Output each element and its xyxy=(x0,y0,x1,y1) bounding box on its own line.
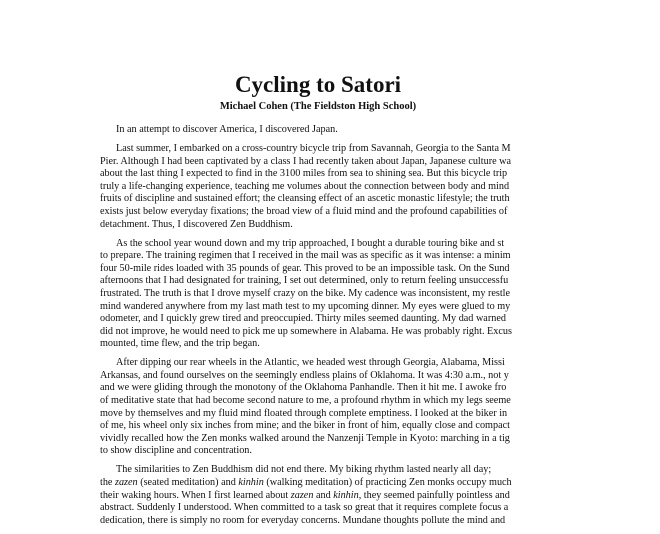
paragraph-line: to show discipline and concentration. xyxy=(100,445,252,457)
paragraph xyxy=(100,143,660,231)
italic-term: zazen xyxy=(290,489,314,501)
paragraph-line: dedication, there is simply no room for everyday concerns. Mundane thoughts pollute the mind and xyxy=(100,514,506,526)
paragraph-line: truly a life-changing experience, teaching me volumes about the connection between body and mind xyxy=(100,180,510,192)
paragraph-line: As the school year wound down and my trip approached, I bought a durable touring bike and st xyxy=(116,237,505,249)
paragraph-line: about the last thing I expected to find in the 3100 miles from sea to shining sea. But this bicycle trip xyxy=(100,168,508,180)
paragraph-line: move by themselves and my fluid mind floated through complete emptiness. I looked at the biker in xyxy=(100,407,508,419)
paragraph-line: frustrated. The truth is that I drove myself crazy on the bike. My cadence was inconsistent, my restle xyxy=(100,287,511,299)
paragraph xyxy=(100,464,660,527)
paragraph-line: In an attempt to discover America, I discovered Japan. xyxy=(116,124,338,135)
paragraph xyxy=(100,238,660,351)
paragraph-line: four 50-mile rides loaded with 35 pounds of gear. This proved to be an impossible task. On the Sund xyxy=(100,262,510,274)
author-line: Michael Cohen (The Fieldston High School) xyxy=(219,101,417,112)
paragraph-line: the zazen (seated meditation) and kinhin (walking meditation) of practicing Zen monks occupy much xyxy=(100,477,512,488)
paragraph-line: Last summer, I embarked on a cross-country bicycle trip from Savannah, Georgia to the Santa M xyxy=(116,142,511,154)
paragraph-line: Arkansas, and found ourselves on the seemingly endless plains of Oklahoma. It was 4:30 a.m., not y xyxy=(100,369,509,381)
paragraph-line: mounted, time flew, and the trip began. xyxy=(100,338,260,350)
paragraph-line: their waking hours. When I first learned about zazen and kinhin, they seemed painfully pointless and xyxy=(100,489,510,501)
paragraph-line: The similarities to Zen Buddhism did not end there. My biking rhythm lasted nearly all day; xyxy=(116,464,492,476)
paragraph xyxy=(100,357,660,458)
paragraph-line: fruits of discipline and sustained effort; the cleansing effect of an ascetic monastic lifestyle; the truth xyxy=(100,193,510,205)
paragraph-line: Pier. Although I had been captivated by a class I had recently taken about Japan, Japanese culture wa xyxy=(100,155,512,167)
paragraph-line: did not improve, he would need to pick me up somewhere in Alabama. He was probably right. Excus xyxy=(100,325,512,337)
italic-term: zazen xyxy=(115,477,138,488)
paragraph-line: detachment. Thus, I discovered Zen Buddhism. xyxy=(100,218,293,230)
paragraph xyxy=(100,124,660,137)
paragraph-line: to prepare. The training regimen that I received in the mail was as specific as it was intense: a minim xyxy=(100,250,511,262)
paragraph-line: After dipping our rear wheels in the Atlantic, we headed west through Georgia, Alabama, Missi xyxy=(116,357,505,369)
paragraph-line: and we were gliding through the monotony of the Oklahoma Panhandle. Then it hit me. I awoke fro xyxy=(100,382,507,394)
paragraph-line: of meditative state that had become second nature to me, a profound rhythm in which my legs seeme xyxy=(100,395,511,407)
paragraph-line: abstract. Suddenly I understood. When committed to a task so great that it requires complete focus a xyxy=(100,502,509,514)
paragraph-line: afternoons that I had designated for training, I set out determined, only to return feeling unsuccessfu xyxy=(100,275,509,287)
paragraph-line: exists just below everyday fixations; the broad view of a fluid mind and the profound capabilities of xyxy=(100,205,508,217)
paragraph-line: mind wandered anywhere from my last math test to my upcoming dinner. My eyes were glued to my xyxy=(100,300,511,312)
paragraph-line: vividly recalled how the Zen monks walked around the Nanzenji Temple in Kyoto: marching in a tig xyxy=(100,432,510,444)
italic-term: kinhin xyxy=(238,477,264,488)
italic-term: kinhin xyxy=(333,489,359,501)
paper-title: Cycling to Satori xyxy=(234,72,402,97)
paragraph-line: of me, his wheel only six inches from mine; and the biker in front of him, equally close and compact xyxy=(100,420,510,432)
paper-body xyxy=(100,124,660,534)
paragraph-line: odometer, and I quickly grew tired and preoccupied. Thirty miles seemed daunting. My dad warned xyxy=(100,313,506,325)
